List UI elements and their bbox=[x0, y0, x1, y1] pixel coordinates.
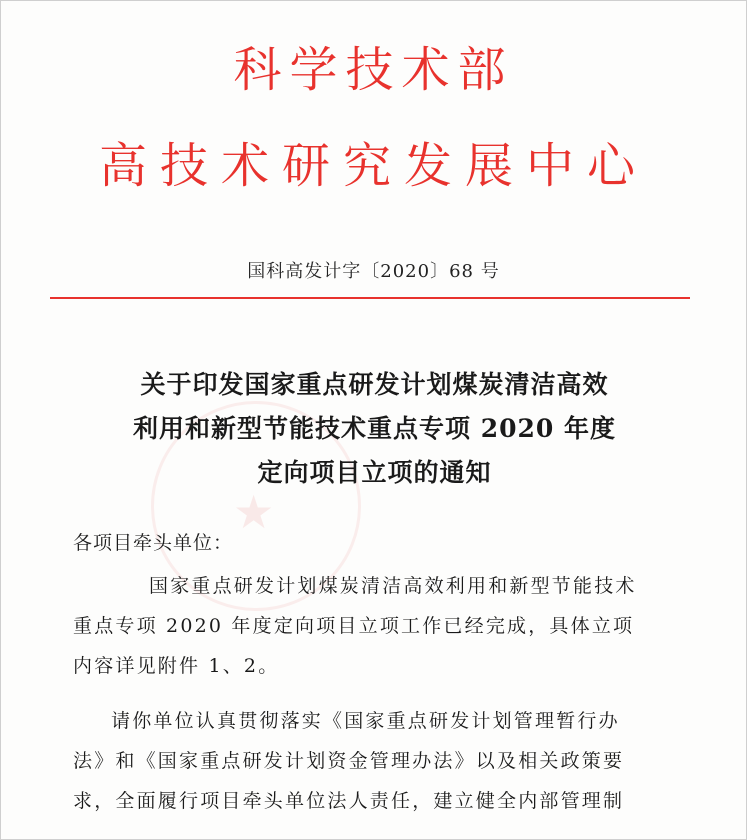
paragraph-line: 法》和《国家重点研发计划资金管理办法》以及相关政策要 bbox=[73, 750, 625, 772]
body-paragraph bbox=[73, 566, 673, 686]
document-number: 国科高发计字〔2020〕68 号 bbox=[247, 261, 500, 282]
salutation: 各项目牵头单位： bbox=[73, 532, 234, 554]
paragraph-line: 重点专项 2020 年度定向项目立项工作已经完成，具体立项 bbox=[73, 615, 635, 637]
paragraph-line: 请你单位认真贯彻落实《国家重点研发计划管理暂行办 bbox=[111, 710, 620, 732]
document-title bbox=[61, 363, 688, 495]
paragraph-line: 国家重点研发计划煤炭清洁高效利用和新型节能技术 bbox=[149, 575, 637, 597]
title-line: 利用和新型节能技术重点专项 2020 年度 bbox=[133, 414, 616, 443]
title-line: 定向项目立项的通知 bbox=[257, 458, 492, 487]
title-line: 关于印发国家重点研发计划煤炭清洁高效 bbox=[140, 370, 609, 399]
issuing-org-line1: 科学技术部 bbox=[233, 42, 514, 98]
issuing-org-line2: 高技术研究发展中心 bbox=[98, 138, 648, 194]
seal-star-icon: ★ bbox=[233, 485, 275, 539]
paragraph-line: 内容详见附件 1、2。 bbox=[73, 655, 280, 677]
body-paragraph bbox=[73, 701, 673, 821]
paragraph-line: 求，全面履行项目牵头单位法人责任，建立健全内部管理制 bbox=[73, 790, 625, 812]
red-divider-line bbox=[50, 297, 690, 299]
